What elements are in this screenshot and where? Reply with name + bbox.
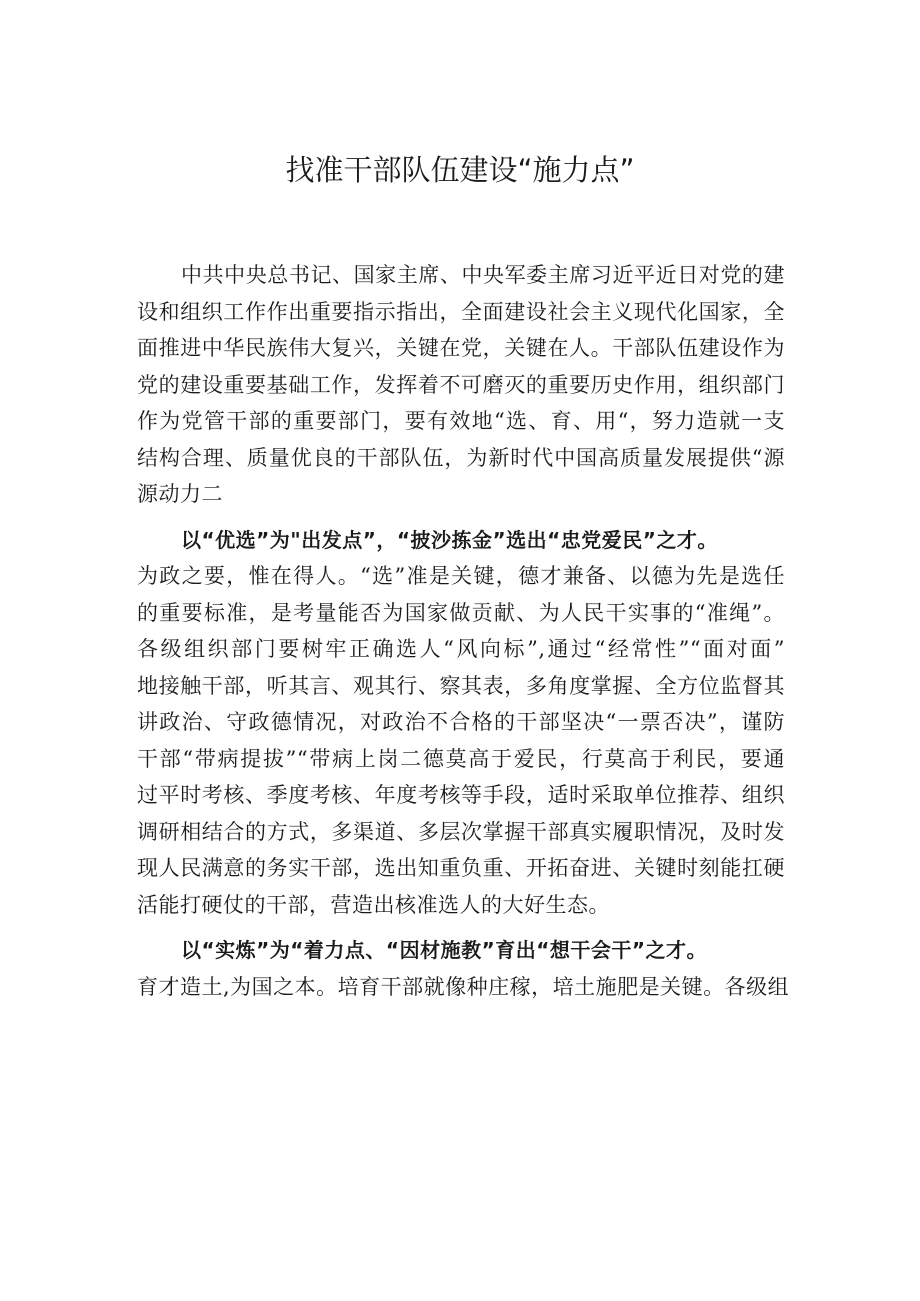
text-line: 的重要标准，是考量能否为国家做贡献、为人民干实事的“准绳”。 xyxy=(137,600,785,625)
text-line: 调研相结合的方式，多渠道、多层次掌握干部真实履职情况，及时发 xyxy=(137,819,785,844)
text-line: 中共中央总书记、国家主席、中央军委主席习近平近日对党的建 xyxy=(181,263,785,287)
text-line: 过平时考核、季度考核、年度考核等手段，适时采取单位推荐、组织 xyxy=(137,783,785,807)
text-line: 地接触干部，听其言、观其行、察其表，多角度掌握、全方位监督其 xyxy=(137,673,785,698)
text-line: 结构合理、质量优良的干部队伍，为新时代中国高质量发展提供“源 xyxy=(137,445,785,470)
paragraph-intro xyxy=(137,257,785,513)
text-line: 讲政治、守政德情况，对政治不合格的干部坚决“一票否决”，谨防 xyxy=(137,710,785,734)
text-line: 活能打硬仗的干部，营造出核准选人的大好生态。 xyxy=(137,892,610,917)
section-heading: 以“优选”为"出发点”，“披沙拣金”选出“忠党爱民”之才。 xyxy=(181,527,718,552)
section-select xyxy=(137,522,785,924)
document-body xyxy=(137,257,790,1005)
text-line: 设和组织工作作出重要指示指出，全面建设社会主义现代化国家，全 xyxy=(137,299,785,324)
text-line: 现人民满意的务实干部，选出知重负重、开拓奋进、关键时刻能扛硬 xyxy=(137,856,785,880)
section-heading: 以“实炼”为“着力点、“因材施教”育出“想干会干”之才。 xyxy=(181,938,708,962)
section-train xyxy=(137,932,790,1005)
text-line: 作为党管干部的重要部门，要有效地“选、育、用“，努力造就一支 xyxy=(137,409,785,433)
document-title: 找准干部队伍建设“施力点” xyxy=(285,153,635,187)
text-line: 干部“带病提拔”“带病上岗二德莫高于爱民，行莫高于利民，要通 xyxy=(137,746,785,771)
text-line: 党的建设重要基础工作，发挥着不可磨灭的重要历史作用，组织部门 xyxy=(137,372,785,397)
text-line: 各级组织部门要树牢正确选人“风向标”,通过“经常性”“面对面” xyxy=(137,637,785,661)
text-line: 育才造土,为国之本。培育干部就像种庄稼，培土施肥是关键。各级组 xyxy=(137,974,790,999)
text-line: 为政之要，惟在得人。“选”准是关键，德才兼备、以德为先是选任 xyxy=(137,564,785,588)
text-line: 源动力二 xyxy=(137,482,223,506)
text-line: 面推进中华民族伟大复兴，关键在党，关键在人。干部队伍建设作为 xyxy=(137,336,785,360)
